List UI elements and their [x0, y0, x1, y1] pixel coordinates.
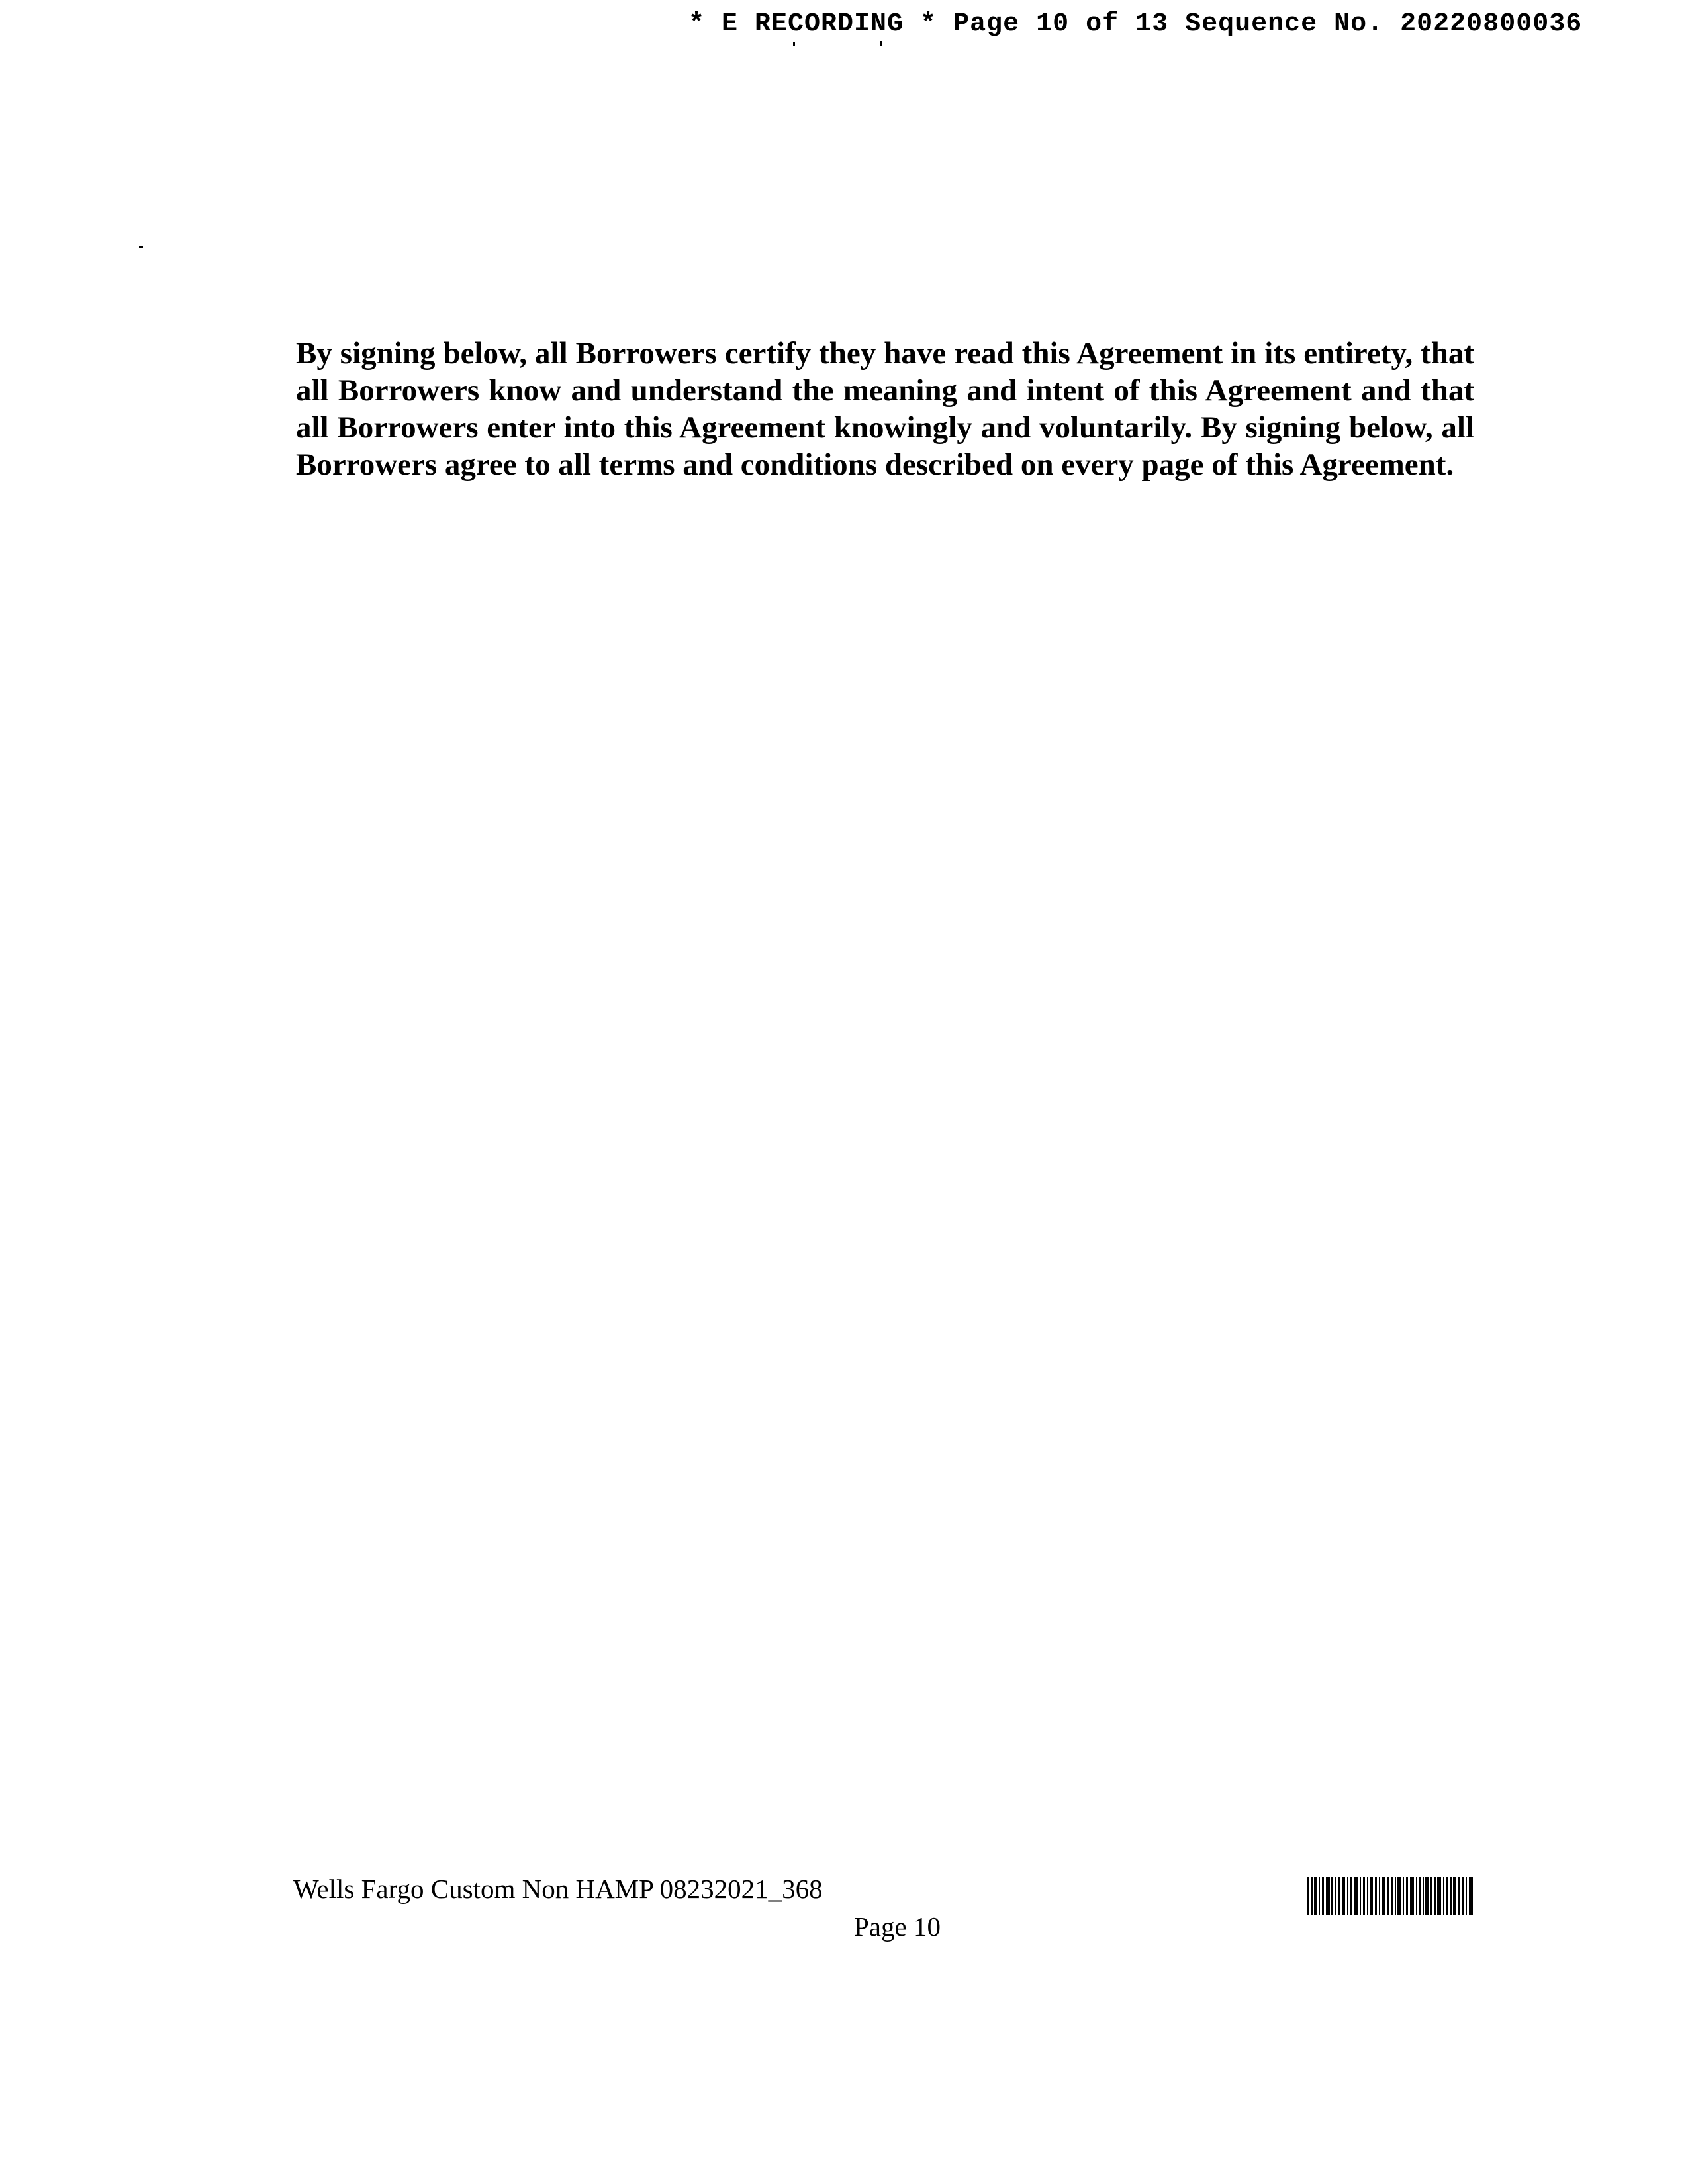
- scan-speck: [880, 41, 882, 46]
- recording-header: * E RECORDING * Page 10 of 13 Sequence No. 20220800036: [688, 9, 1583, 39]
- scan-speck: [793, 42, 795, 46]
- footer-page-number: Page 10: [854, 1911, 941, 1942]
- certification-paragraph: By signing below, all Borrowers certify they have read this Agreement in its entirety, that all Borrowers know and understand the meaning and intent of this Agreement and that all Borrowers enter into this Agreement knowingly and voluntarily. By signing below, all Borrowers agree to all terms and conditions described on every page of this Agreement.: [296, 336, 1474, 482]
- scan-speck: [139, 246, 143, 248]
- footer-form-id: Wells Fargo Custom Non HAMP 08232021_368: [293, 1874, 823, 1904]
- barcode-icon: [1307, 1877, 1473, 1915]
